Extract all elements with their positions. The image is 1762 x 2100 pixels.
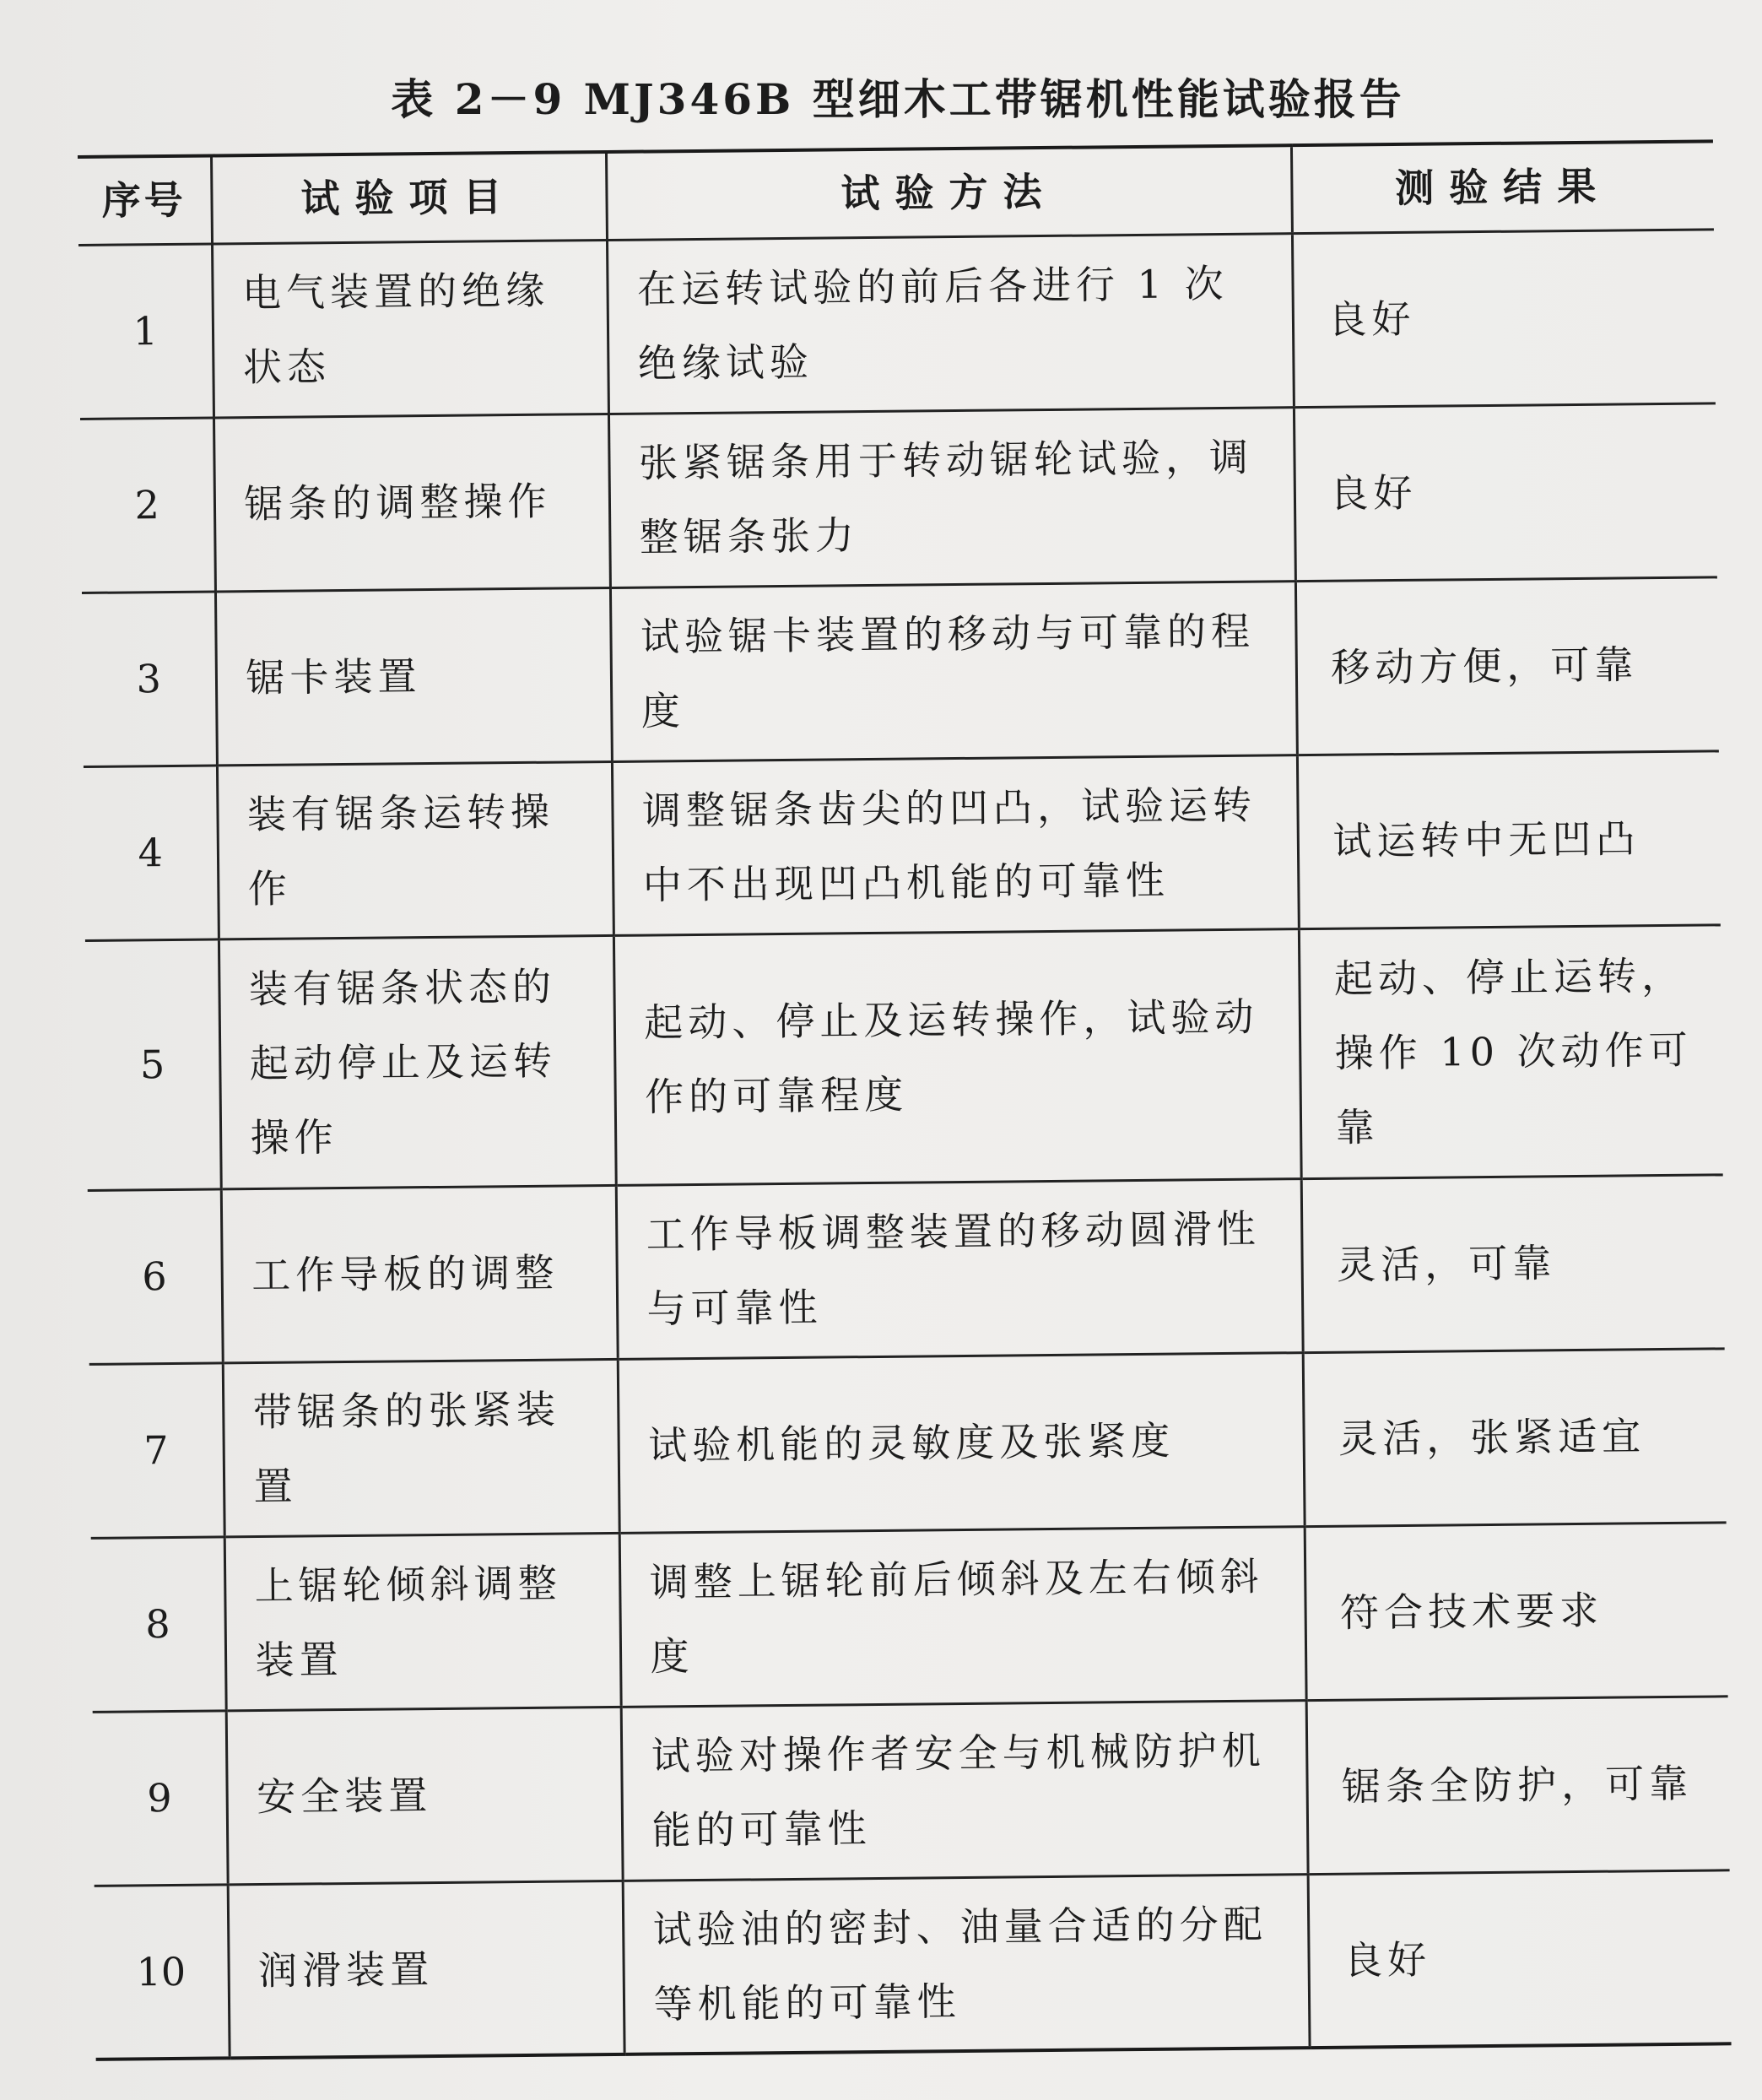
table-row bbox=[85, 924, 1723, 1190]
row-result: 灵活，可靠 bbox=[1301, 1174, 1725, 1352]
row-no: 4 bbox=[84, 765, 219, 940]
row-no: 5 bbox=[85, 939, 221, 1190]
row-result: 锯条全防护，可靠 bbox=[1306, 1696, 1730, 1874]
row-item: 带锯条的张紧装置 bbox=[223, 1359, 619, 1536]
table-row bbox=[78, 229, 1716, 419]
row-no: 3 bbox=[82, 591, 217, 766]
row-result: 良好 bbox=[1308, 1870, 1732, 2048]
header-method: 试验方法 bbox=[606, 145, 1292, 240]
table-row bbox=[88, 1174, 1725, 1364]
row-item: 安全装置 bbox=[226, 1707, 623, 1884]
table-row bbox=[95, 1870, 1732, 2059]
row-no: 7 bbox=[89, 1362, 224, 1538]
row-item: 装有锯条运转操作 bbox=[217, 761, 613, 939]
row-method: 张紧锯条用于转动锯轮试验，调整锯条张力 bbox=[608, 407, 1295, 587]
row-item: 上锯轮倾斜调整装置 bbox=[224, 1533, 621, 1710]
row-result: 试运转中无凹凸 bbox=[1297, 750, 1721, 928]
row-no: 6 bbox=[88, 1188, 223, 1364]
row-method: 试验锯卡装置的移动与可靠的程度 bbox=[610, 581, 1297, 761]
row-result: 良好 bbox=[1292, 229, 1716, 407]
row-no: 2 bbox=[80, 417, 215, 593]
header-no: 序号 bbox=[78, 155, 212, 245]
table-row bbox=[84, 750, 1721, 940]
row-no: 9 bbox=[93, 1710, 228, 1886]
table-row bbox=[93, 1696, 1730, 1886]
table-row bbox=[82, 576, 1719, 766]
row-method: 试验机能的灵敏度及张紧度 bbox=[618, 1352, 1305, 1533]
row-result: 符合技术要求 bbox=[1305, 1522, 1728, 1700]
row-method: 在运转试验的前后各进行 1 次绝缘试验 bbox=[607, 233, 1294, 414]
row-item: 电气装置的绝缘状态 bbox=[212, 240, 608, 417]
header-row bbox=[78, 141, 1714, 245]
row-method: 试验对操作者安全与机械防护机能的可靠性 bbox=[621, 1700, 1308, 1881]
row-item: 润滑装置 bbox=[228, 1881, 624, 2058]
table-row bbox=[80, 403, 1717, 593]
header-result: 测验结果 bbox=[1291, 141, 1714, 233]
table-caption: 表 2－9 MJ346B 型细木工带锯机性能试验报告 bbox=[391, 74, 1405, 124]
row-method: 调整锯条齿尖的凹凸，试验运转中不出现凹凸机能的可靠性 bbox=[612, 755, 1299, 935]
row-no: 1 bbox=[78, 243, 213, 419]
performance-test-report-table bbox=[78, 139, 1732, 2060]
row-item: 工作导板的调整 bbox=[221, 1185, 618, 1362]
row-method: 起动、停止及运转操作，试验动作的可靠程度 bbox=[613, 928, 1301, 1185]
row-item: 锯条的调整操作 bbox=[213, 414, 610, 591]
row-result: 移动方便，可靠 bbox=[1295, 576, 1719, 755]
row-item: 锯卡装置 bbox=[215, 587, 612, 765]
header-item: 试验项目 bbox=[211, 152, 607, 243]
row-method: 工作导板调整装置的移动圆滑性与可靠性 bbox=[616, 1178, 1303, 1359]
table-row bbox=[89, 1348, 1727, 1538]
row-result: 起动、停止运转，操作 10 次动作可靠 bbox=[1299, 924, 1723, 1178]
row-no: 8 bbox=[91, 1536, 226, 1712]
row-result: 灵活，张紧适宜 bbox=[1303, 1348, 1727, 1526]
row-result: 良好 bbox=[1294, 403, 1717, 581]
row-method: 调整上锯轮前后倾斜及左右倾斜度 bbox=[619, 1526, 1306, 1707]
row-method: 试验油的密封、油量合适的分配等机能的可靠性 bbox=[623, 1874, 1310, 2054]
row-item: 装有锯条状态的起动停止及运转操作 bbox=[219, 935, 616, 1188]
row-no: 10 bbox=[95, 1884, 230, 2059]
table-row bbox=[91, 1522, 1728, 1712]
